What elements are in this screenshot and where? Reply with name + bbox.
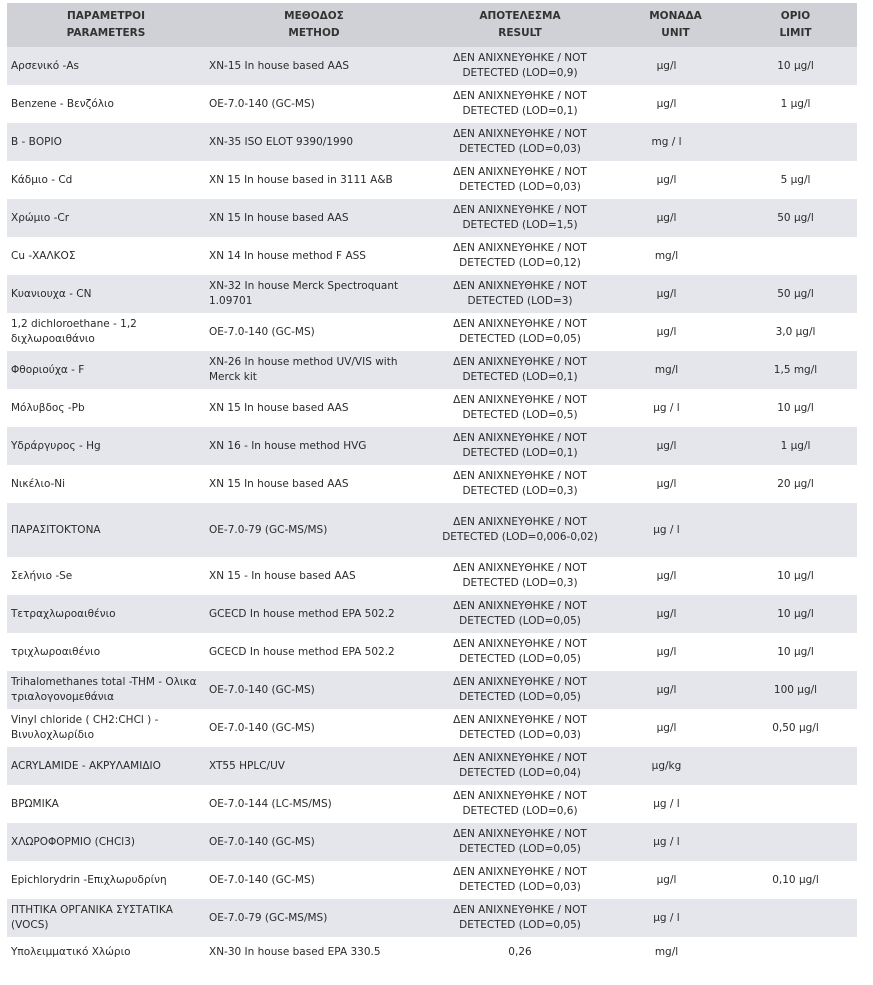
cell-parameter: Μόλυβδος -Pb [7, 389, 205, 427]
header-parameters-gr: ΠΑΡΑΜΕΤΡΟΙ [66, 10, 146, 22]
cell-unit: μg / l [617, 823, 734, 861]
table-row [7, 557, 857, 595]
cell-result: ΔΕΝ ΑΝΙΧΝΕΥΘΗΚΕ / NOT DETECTED (LOD=0,05) [423, 899, 617, 937]
header-result-en: RESULT [498, 27, 542, 39]
table-row [7, 275, 857, 313]
cell-unit: μg / l [617, 503, 734, 557]
cell-result: ΔΕΝ ΑΝΙΧΝΕΥΘΗΚΕ / NOT DETECTED (LOD=0,12) [423, 237, 617, 275]
table-row [7, 671, 857, 709]
table-row [7, 503, 857, 557]
cell-limit: 0,50 μg/l [734, 709, 857, 747]
cell-parameter: Κάδμιο - Cd [7, 161, 205, 199]
table-row [7, 785, 857, 823]
cell-method: OE-7.0-140 (GC-MS) [205, 671, 423, 709]
table-row [7, 47, 857, 85]
cell-method: XN 15 In house based AAS [205, 389, 423, 427]
cell-method: OE-7.0-140 (GC-MS) [205, 823, 423, 861]
cell-unit: μg / l [617, 389, 734, 427]
table-row [7, 465, 857, 503]
cell-limit: 10 μg/l [734, 47, 857, 85]
cell-method: XN 15 - In house based AAS [205, 557, 423, 595]
header-result [423, 3, 617, 47]
cell-method: OE-7.0-140 (GC-MS) [205, 709, 423, 747]
cell-parameter: ΧΛΩΡΟΦΟΡΜΙΟ (CHCl3) [7, 823, 205, 861]
cell-method: OE-7.0-140 (GC-MS) [205, 861, 423, 899]
cell-result: ΔΕΝ ΑΝΙΧΝΕΥΘΗΚΕ / NOT DETECTED (LOD=3) [423, 275, 617, 313]
cell-parameter: Cu -ΧΑΛΚΟΣ [7, 237, 205, 275]
cell-method: XN 16 - In house method HVG [205, 427, 423, 465]
cell-limit [734, 785, 857, 823]
table-row [7, 313, 857, 351]
cell-limit [734, 123, 857, 161]
table-row [7, 861, 857, 899]
table-row [7, 633, 857, 671]
cell-parameter: Χρώμιο -Cr [7, 199, 205, 237]
cell-method: XN-15 In house based AAS [205, 47, 423, 85]
cell-unit: mg/l [617, 351, 734, 389]
table-row [7, 747, 857, 785]
table-row [7, 161, 857, 199]
header-unit [617, 3, 734, 47]
cell-result: ΔΕΝ ΑΝΙΧΝΕΥΘΗΚΕ / NOT DETECTED (LOD=0,03) [423, 161, 617, 199]
cell-unit: mg/l [617, 937, 734, 967]
cell-result: ΔΕΝ ΑΝΙΧΝΕΥΘΗΚΕ / NOT DETECTED (LOD=0,1) [423, 427, 617, 465]
header-method-gr: ΜΕΘΟΔΟΣ [284, 10, 344, 22]
cell-method: XN-32 In house Merck Spectroquant 1.09701 [205, 275, 423, 313]
cell-parameter: Vinyl chloride ( CH2:CHCl ) - Βινυλοχλωρίδιο [7, 709, 205, 747]
cell-result: ΔΕΝ ΑΝΙΧΝΕΥΘΗΚΕ / NOT DETECTED (LOD=0,05) [423, 313, 617, 351]
table-row [7, 899, 857, 937]
cell-limit: 5 μg/l [734, 161, 857, 199]
cell-limit [734, 747, 857, 785]
cell-unit: mg/l [617, 237, 734, 275]
cell-result: ΔΕΝ ΑΝΙΧΝΕΥΘΗΚΕ / NOT DETECTED (LOD=0,03) [423, 861, 617, 899]
header-row [7, 3, 857, 47]
header-unit-en: UNIT [661, 27, 690, 39]
header-unit-gr: ΜΟΝΑΔΑ [649, 10, 702, 22]
cell-parameter: Υδράργυρος - Hg [7, 427, 205, 465]
header-limit [734, 3, 857, 47]
header-parameters [7, 3, 205, 47]
header-parameters-en: PARAMETERS [66, 27, 146, 39]
table-row [7, 937, 857, 967]
cell-limit [734, 503, 857, 557]
table-row [7, 351, 857, 389]
cell-result: ΔΕΝ ΑΝΙΧΝΕΥΘΗΚΕ / NOT DETECTED (LOD=1,5) [423, 199, 617, 237]
cell-parameter: Τετραχλωροαιθένιο [7, 595, 205, 633]
cell-method: XT55 HPLC/UV [205, 747, 423, 785]
cell-method: OE-7.0-79 (GC-MS/MS) [205, 899, 423, 937]
cell-parameter: ACRYLAMIDE - ΑΚΡΥΛΑΜΙΔΙΟ [7, 747, 205, 785]
cell-unit: μg/l [617, 861, 734, 899]
cell-unit: μg/l [617, 161, 734, 199]
cell-method: XN 15 In house based AAS [205, 465, 423, 503]
cell-limit: 10 μg/l [734, 633, 857, 671]
table-row [7, 237, 857, 275]
cell-unit: μg/kg [617, 747, 734, 785]
cell-method: XN-30 In house based EPA 330.5 [205, 937, 423, 967]
cell-parameter: ΠΤΗΤΙΚΑ ΟΡΓΑΝΙΚΑ ΣΥΣΤΑΤΙΚΑ (VOCS) [7, 899, 205, 937]
cell-result: ΔΕΝ ΑΝΙΧΝΕΥΘΗΚΕ / NOT DETECTED (LOD=0,006-0,02) [423, 503, 617, 557]
table-row [7, 85, 857, 123]
table-row [7, 595, 857, 633]
cell-method: GCECD In house method EPA 502.2 [205, 595, 423, 633]
table-row [7, 427, 857, 465]
header-method-en: METHOD [288, 27, 340, 39]
cell-unit: μg/l [617, 595, 734, 633]
cell-result: ΔΕΝ ΑΝΙΧΝΕΥΘΗΚΕ / NOT DETECTED (LOD=0,03) [423, 709, 617, 747]
cell-parameter: Αρσενικό -As [7, 47, 205, 85]
cell-method: OE-7.0-144 (LC-MS/MS) [205, 785, 423, 823]
cell-method: XN 15 In house based AAS [205, 199, 423, 237]
cell-limit [734, 937, 857, 967]
cell-result: ΔΕΝ ΑΝΙΧΝΕΥΘΗΚΕ / NOT DETECTED (LOD=0,03) [423, 123, 617, 161]
cell-unit: μg / l [617, 899, 734, 937]
cell-result: ΔΕΝ ΑΝΙΧΝΕΥΘΗΚΕ / NOT DETECTED (LOD=0,9) [423, 47, 617, 85]
cell-limit: 1 μg/l [734, 427, 857, 465]
cell-parameter: Φθοριούχα - F [7, 351, 205, 389]
cell-limit: 20 μg/l [734, 465, 857, 503]
cell-limit: 10 μg/l [734, 595, 857, 633]
cell-method: GCECD In house method EPA 502.2 [205, 633, 423, 671]
cell-result: ΔΕΝ ΑΝΙΧΝΕΥΘΗΚΕ / NOT DETECTED (LOD=0,3) [423, 465, 617, 503]
cell-limit: 50 μg/l [734, 275, 857, 313]
table-row [7, 823, 857, 861]
table-body [7, 47, 857, 967]
cell-limit: 10 μg/l [734, 389, 857, 427]
cell-unit: μg/l [617, 85, 734, 123]
cell-limit: 50 μg/l [734, 199, 857, 237]
cell-parameter: B - ΒΟΡΙΟ [7, 123, 205, 161]
cell-method: XN 14 In house method F ASS [205, 237, 423, 275]
cell-unit: μg/l [617, 47, 734, 85]
cell-parameter: Epichlorydrin -Επιχλωρυδρίνη [7, 861, 205, 899]
table-row [7, 389, 857, 427]
cell-result: ΔΕΝ ΑΝΙΧΝΕΥΘΗΚΕ / NOT DETECTED (LOD=0,05) [423, 595, 617, 633]
cell-unit: μg/l [617, 671, 734, 709]
cell-parameter: ΠΑΡΑΣΙΤΟΚΤΟΝΑ [7, 503, 205, 557]
cell-parameter: Benzene - Βενζόλιο [7, 85, 205, 123]
cell-result: ΔΕΝ ΑΝΙΧΝΕΥΘΗΚΕ / NOT DETECTED (LOD=0,1) [423, 351, 617, 389]
cell-unit: μg/l [617, 427, 734, 465]
cell-limit: 10 μg/l [734, 557, 857, 595]
table-header [7, 3, 857, 47]
cell-parameter: Σελήνιο -Se [7, 557, 205, 595]
table-row [7, 123, 857, 161]
cell-method: OE-7.0-79 (GC-MS/MS) [205, 503, 423, 557]
cell-unit: μg/l [617, 557, 734, 595]
cell-method: XN 15 In house based in 3111 A&B [205, 161, 423, 199]
cell-method: OE-7.0-140 (GC-MS) [205, 85, 423, 123]
cell-unit: μg/l [617, 465, 734, 503]
cell-result: ΔΕΝ ΑΝΙΧΝΕΥΘΗΚΕ / NOT DETECTED (LOD=0,04) [423, 747, 617, 785]
cell-result: ΔΕΝ ΑΝΙΧΝΕΥΘΗΚΕ / NOT DETECTED (LOD=0,5) [423, 389, 617, 427]
header-result-gr: ΑΠΟΤΕΛΕΣΜΑ [479, 10, 561, 22]
cell-limit: 1 μg/l [734, 85, 857, 123]
table-row [7, 709, 857, 747]
cell-result: 0,26 [423, 937, 617, 967]
cell-limit [734, 899, 857, 937]
header-method [205, 3, 423, 47]
cell-unit: μg / l [617, 785, 734, 823]
header-limit-en: LIMIT [779, 27, 812, 39]
cell-unit: μg/l [617, 709, 734, 747]
cell-unit: μg/l [617, 275, 734, 313]
table-row [7, 199, 857, 237]
cell-limit: 1,5 mg/l [734, 351, 857, 389]
cell-result: ΔΕΝ ΑΝΙΧΝΕΥΘΗΚΕ / NOT DETECTED (LOD=0,3) [423, 557, 617, 595]
cell-unit: μg/l [617, 633, 734, 671]
cell-unit: μg/l [617, 313, 734, 351]
cell-result: ΔΕΝ ΑΝΙΧΝΕΥΘΗΚΕ / NOT DETECTED (LOD=0,05) [423, 671, 617, 709]
cell-result: ΔΕΝ ΑΝΙΧΝΕΥΘΗΚΕ / NOT DETECTED (LOD=0,6) [423, 785, 617, 823]
cell-parameter: Υπολειμματικό Χλώριο [7, 937, 205, 967]
cell-limit [734, 823, 857, 861]
cell-method: OE-7.0-140 (GC-MS) [205, 313, 423, 351]
cell-method: XN-35 ISO ELOT 9390/1990 [205, 123, 423, 161]
cell-result: ΔΕΝ ΑΝΙΧΝΕΥΘΗΚΕ / NOT DETECTED (LOD=0,1) [423, 85, 617, 123]
cell-parameter: Trihalomethanes total -THM - Ολικα τριαλογονομεθάνια [7, 671, 205, 709]
cell-result: ΔΕΝ ΑΝΙΧΝΕΥΘΗΚΕ / NOT DETECTED (LOD=0,05) [423, 633, 617, 671]
cell-limit: 3,0 μg/l [734, 313, 857, 351]
cell-unit: mg / l [617, 123, 734, 161]
cell-parameter: τριχλωροαιθένιο [7, 633, 205, 671]
cell-parameter: ΒΡΩΜΙΚΑ [7, 785, 205, 823]
cell-parameter: Νικέλιο-Ni [7, 465, 205, 503]
results-table [7, 3, 857, 967]
cell-method: XN-26 In house method UV/VIS with Merck kit [205, 351, 423, 389]
cell-limit [734, 237, 857, 275]
cell-limit: 100 μg/l [734, 671, 857, 709]
cell-unit: μg/l [617, 199, 734, 237]
cell-result: ΔΕΝ ΑΝΙΧΝΕΥΘΗΚΕ / NOT DETECTED (LOD=0,05) [423, 823, 617, 861]
header-limit-gr: ΟΡΙΟ [780, 10, 811, 22]
cell-limit: 0,10 μg/l [734, 861, 857, 899]
cell-parameter: Κυανιουχα - CN [7, 275, 205, 313]
cell-parameter: 1,2 dichloroethane - 1,2 διχλωροαιθάνιο [7, 313, 205, 351]
